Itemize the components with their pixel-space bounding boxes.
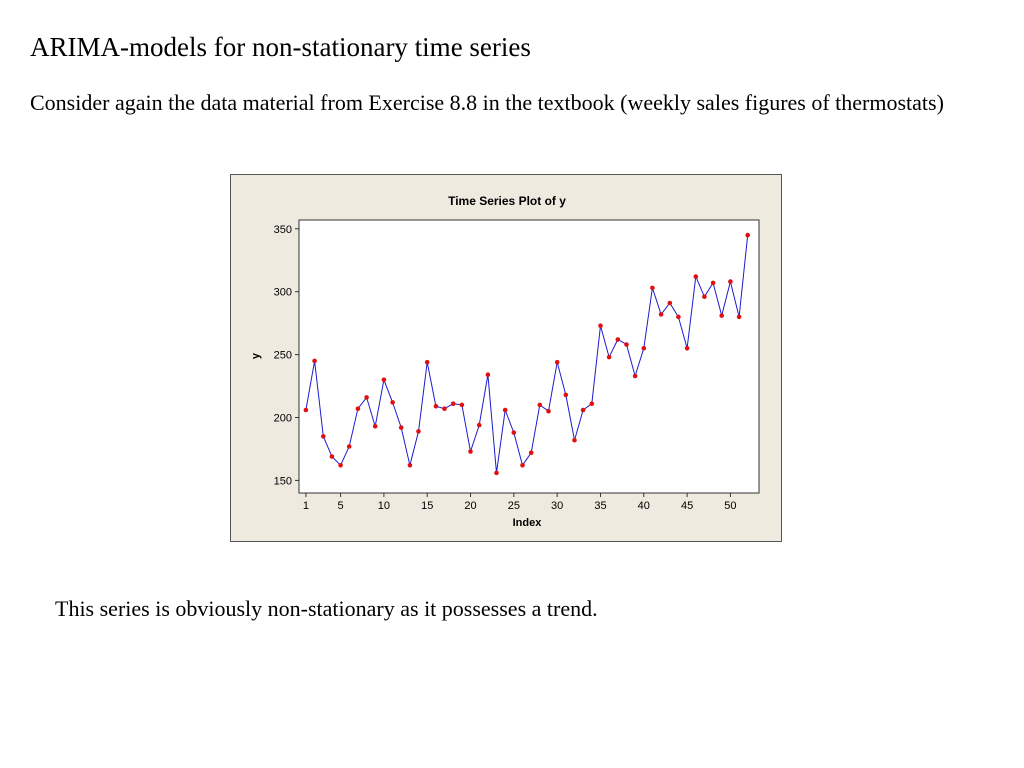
data-point [529,450,534,455]
data-point [546,409,551,414]
data-point [598,323,603,328]
data-point [564,393,569,398]
y-tick-label: 200 [273,412,292,425]
data-point [694,274,699,279]
time-series-chart [231,175,783,543]
conclusion-text: This series is obviously non-stationary as it possesses a trend. [55,596,598,621]
data-point [338,463,343,468]
data-point [728,279,733,284]
data-point [416,429,421,434]
x-tick-label: 15 [421,500,434,512]
data-point [616,337,621,342]
data-point [711,281,716,286]
slide-title: ARIMA-models for non-stationary time series [30,32,531,62]
data-point [668,301,673,306]
x-tick-label: 25 [507,500,520,512]
data-point [468,449,473,454]
data-point [676,315,681,320]
data-point [538,403,543,408]
y-tick-label: 250 [273,349,292,362]
data-point [399,425,404,430]
data-point [442,406,447,411]
data-point [425,360,430,365]
data-point [659,312,664,317]
data-point [642,346,647,351]
x-tick-label: 30 [551,500,564,512]
x-tick-label: 35 [594,500,607,512]
x-tick-label: 5 [337,500,344,512]
data-point [745,233,750,238]
data-point [520,463,525,468]
x-tick-label: 50 [724,500,737,512]
data-point [607,355,612,360]
data-point [321,434,326,439]
x-tick-label: 40 [637,500,650,512]
x-tick-label: 45 [680,500,694,512]
data-point [347,444,352,449]
data-point [486,372,491,377]
data-point [494,471,499,476]
data-point [503,408,508,413]
data-point [408,463,413,468]
data-point [555,360,560,365]
y-axis-label: y [250,352,262,360]
data-point [633,374,638,379]
data-point [364,395,369,400]
data-point [390,400,395,405]
chart-figure [230,174,782,542]
data-point [624,342,629,347]
x-tick-label: 1 [302,500,309,512]
data-point [581,408,586,413]
data-point [590,401,595,406]
intro-paragraph: Consider again the data material from Exercise 8.8 in the textbook (weekly sales figures of thermostats) [30,90,944,115]
data-point [512,430,517,435]
data-point [685,346,690,351]
x-axis-label: Index [512,517,542,529]
chart-title: Time Series Plot of y [448,194,566,208]
data-point [572,438,577,443]
data-point [451,401,456,406]
data-point [460,403,465,408]
data-point [702,294,707,299]
x-tick-label: 20 [464,500,477,512]
data-point [312,359,317,364]
data-point [719,313,724,318]
data-point [434,404,439,409]
y-tick-label: 350 [273,223,292,236]
data-point [330,454,335,459]
data-point [477,423,482,428]
y-tick-label: 150 [273,475,292,488]
data-point [304,408,309,413]
data-point [382,378,387,383]
data-point [737,315,742,320]
data-point [373,424,378,429]
data-point [356,406,361,411]
x-tick-label: 10 [377,500,391,512]
x-axis [303,493,737,512]
y-axis [274,224,299,488]
data-point [650,286,655,291]
y-tick-label: 300 [273,286,292,299]
